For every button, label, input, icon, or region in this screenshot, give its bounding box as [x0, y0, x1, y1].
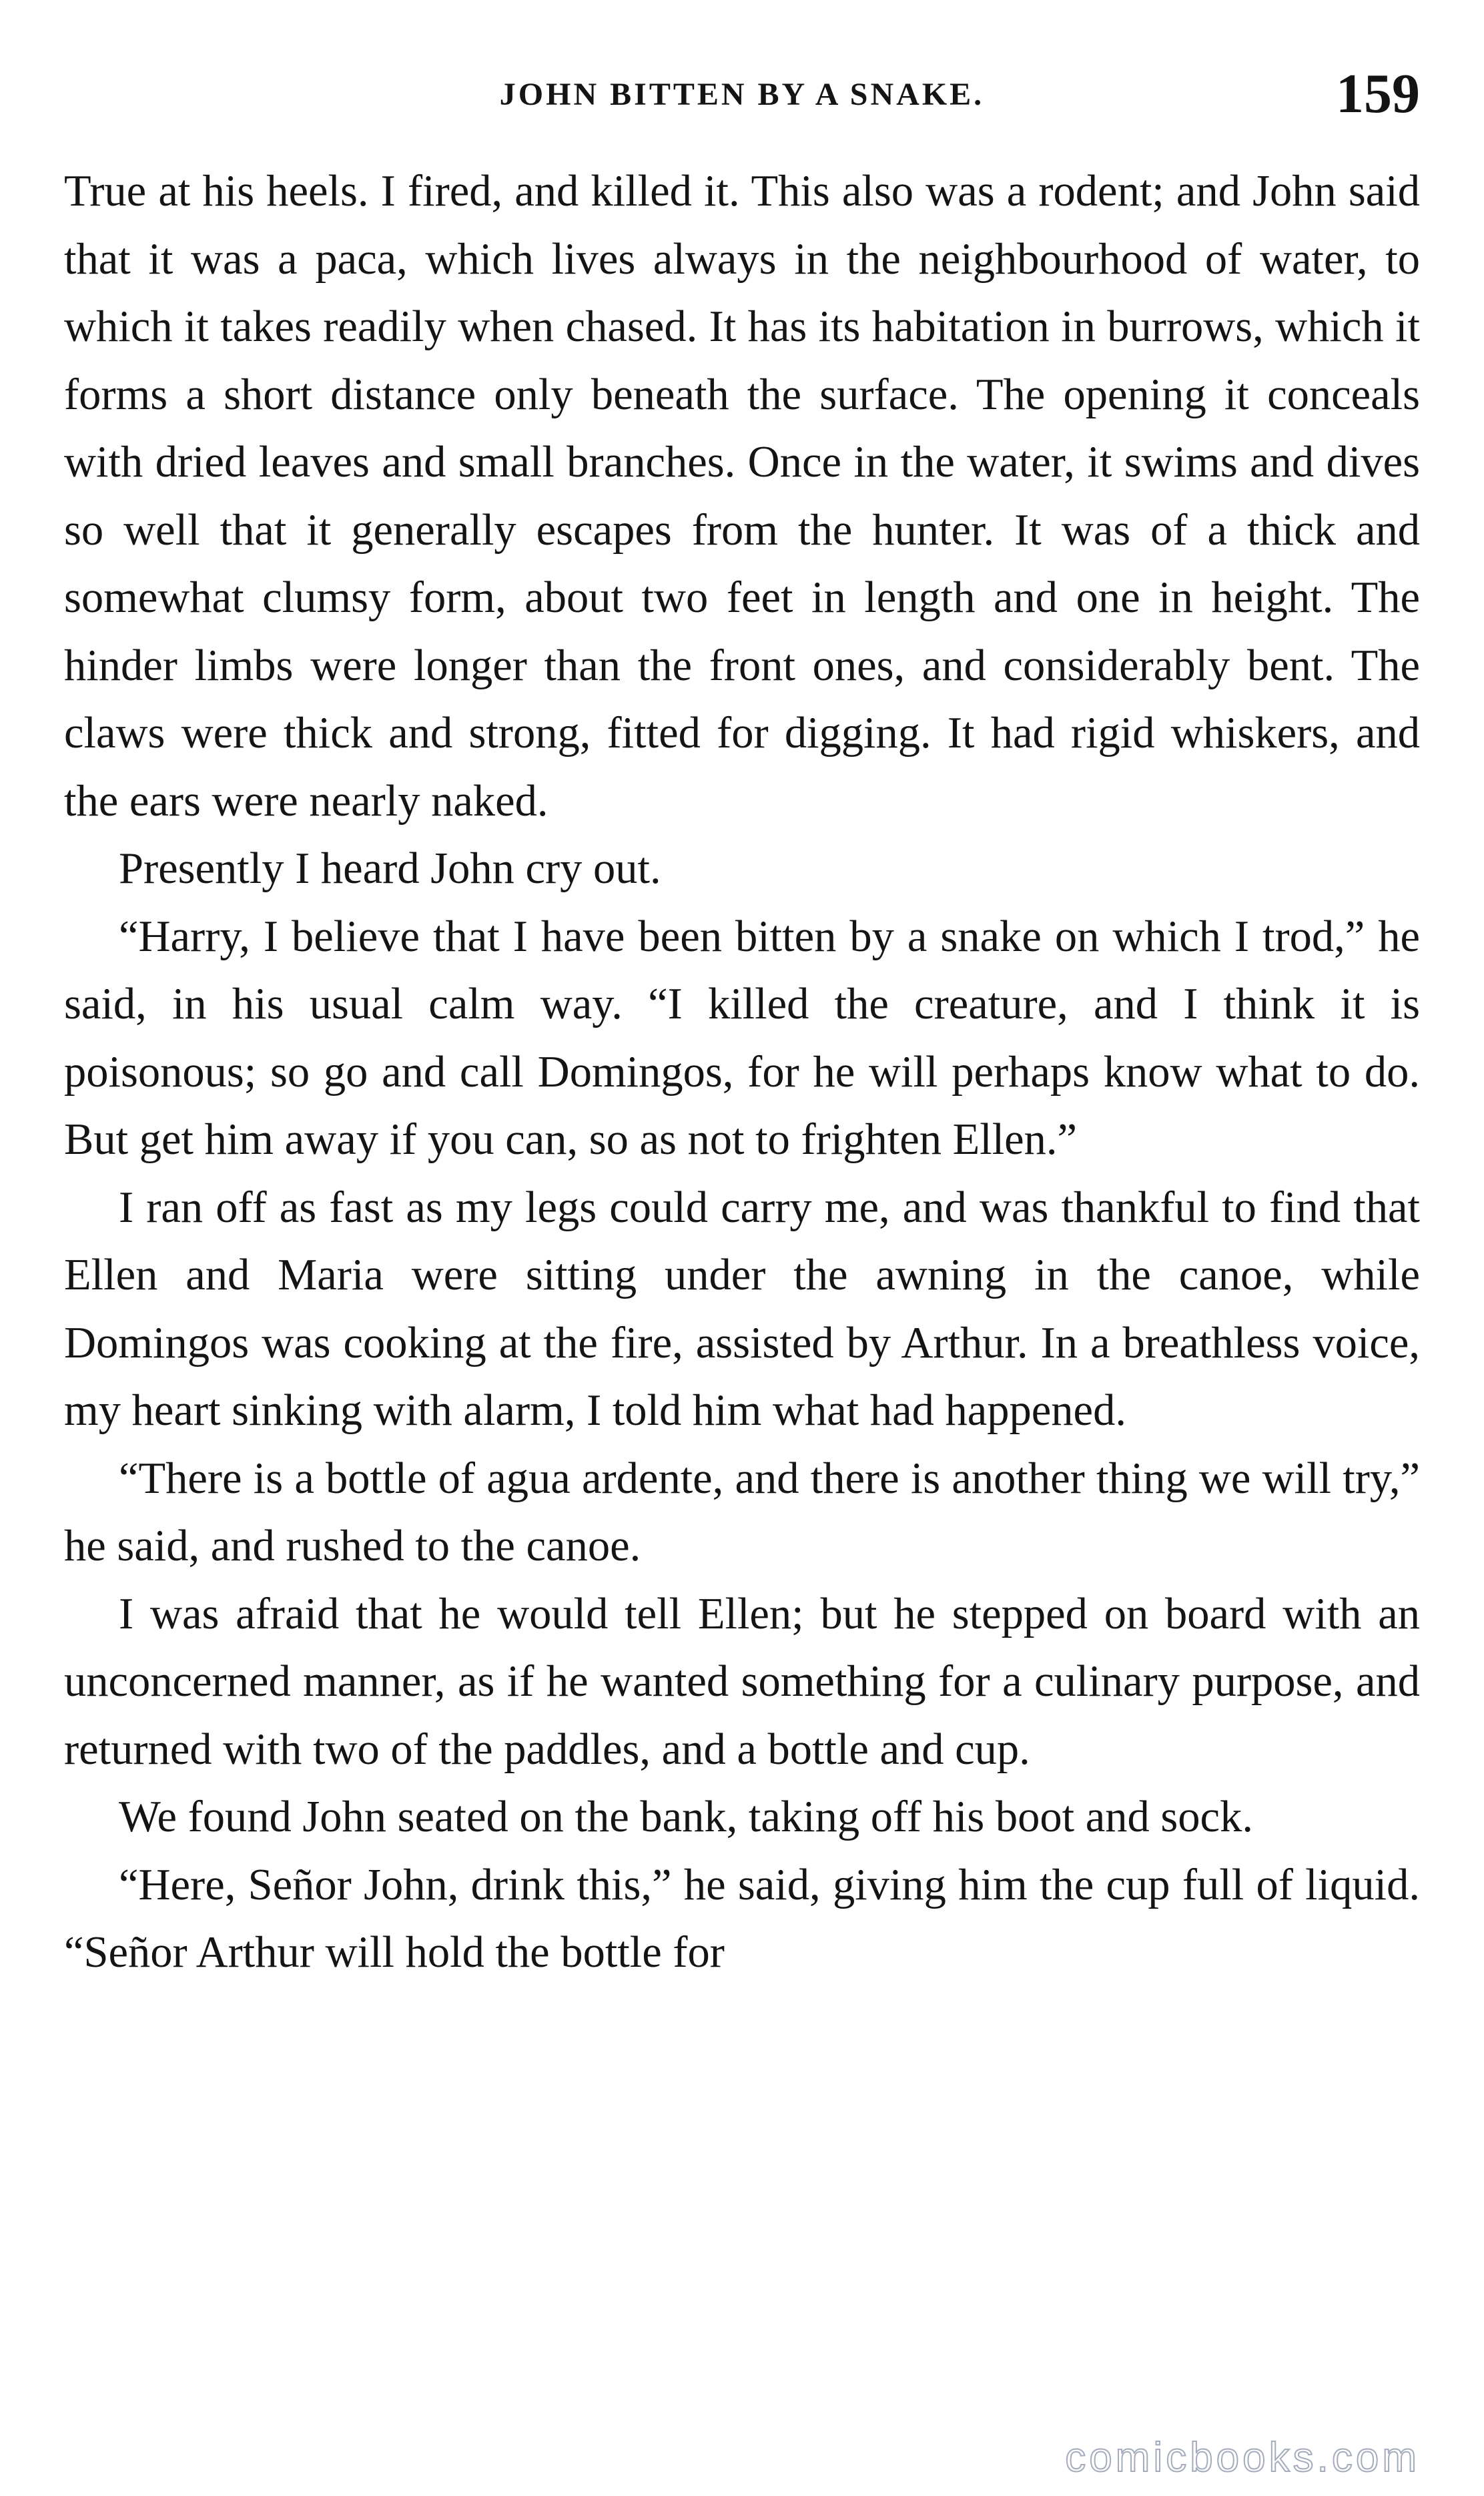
paragraph-drink-this: “Here, Señor John, drink this,” he said, giving him the cup full of liquid. “Señor Arthur will hold the bottle for [64, 1860, 1420, 1977]
paragraph-ran-off: I ran off as fast as my legs could carry me, and was thankful to find that Ellen and Maria were sitting under the awning in the canoe, while Domingos was cooking at the fire, assisted by Arthur. In a breathless voice, my heart sinking with alarm, I told him what had happened. [64, 1183, 1420, 1435]
running-head [64, 61, 1420, 141]
body-text [64, 158, 1420, 1987]
paragraph-paca: True at his heels. I fired, and killed it. This also was a rodent; and John said that it was a paca, which lives always in the neighbourhood of water, to which it takes readily when chased. It has its habitation in burrows, which it forms a short distance only beneath the surface. The opening it conceals with dried leaves and small branches. Once in the water, it swims and dives so well that it generally escapes from the hunter. It was of a thick and somewhat clumsy form, about two feet in length and one in height. The hinder limbs were longer than the front ones, and considerably bent. The claws were thick and strong, fitted for digging. It had rigid whiskers, and the ears were nearly naked. [64, 167, 1420, 826]
paragraph-afraid: I was afraid that he would tell Ellen; but he stepped on board with an unconcerned manner, as if he wanted something for a culinary purpose, and returned with two of the paddles, and a bottle and cup. [64, 1589, 1420, 1774]
paragraph-agua-ardente: “There is a bottle of agua ardente, and there is another thing we will try,” he said, and rushed to the canoe. [64, 1454, 1420, 1570]
running-title: JOHN BITTEN BY A SNAKE. [499, 77, 985, 112]
paragraph-john-seated: We found John seated on the bank, taking off his boot and sock. [119, 1793, 1253, 1841]
paragraph-john-cry: Presently I heard John cry out. [119, 844, 661, 893]
paragraph-snake-bite: “Harry, I believe that I have been bitten by a snake on which I trod,” he said, in his usual calm way. “I killed the creature, and I think it is poisonous; so go and call Domingos, for he will perhaps know what to do. But get him away if you can, so as not to frighten Ellen.” [64, 912, 1420, 1164]
watermark: comicbooks.com [1065, 2435, 1420, 2481]
page-number: 159 [1336, 63, 1420, 125]
